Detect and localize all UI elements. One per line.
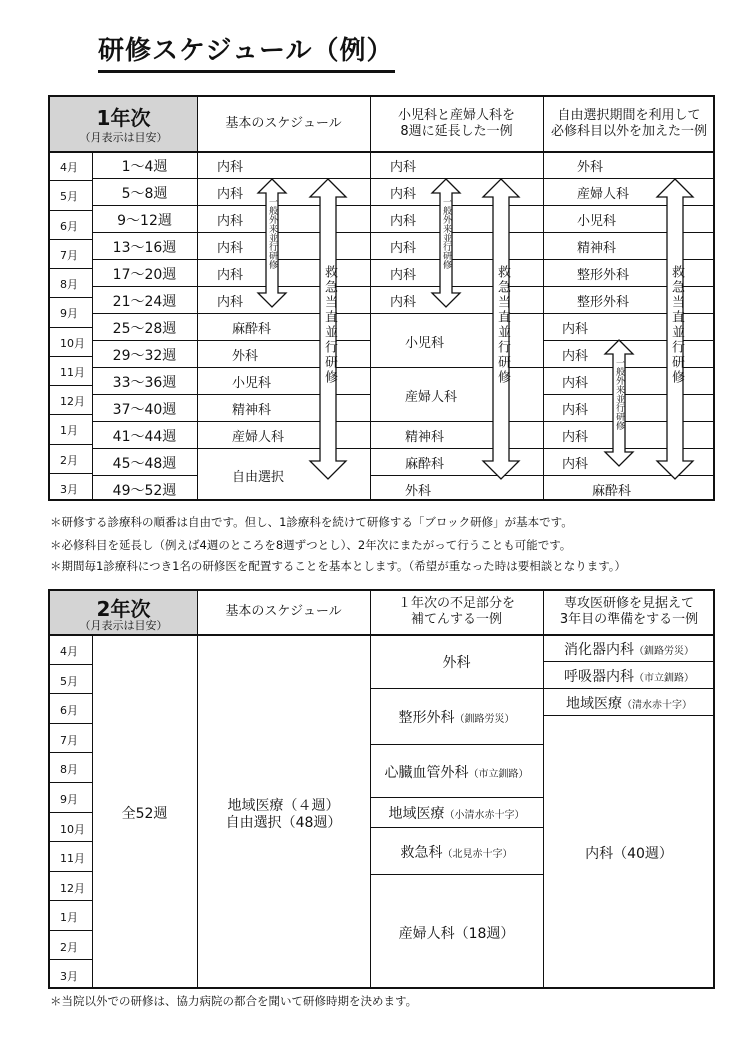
month-row-divider bbox=[50, 900, 92, 901]
month-label: 6月 bbox=[60, 704, 78, 717]
note-line-3: ＊期間毎1診療科につき1名の研修医を配置することを基本とします。（希望が重なった時は要相談となります。） bbox=[50, 559, 627, 573]
month-label: 2月 bbox=[60, 454, 78, 467]
month-label: 11月 bbox=[60, 366, 85, 379]
month-label: 7月 bbox=[60, 734, 78, 747]
year1-col-ext-b: 8週に延長した一例 bbox=[400, 124, 513, 139]
month-row-divider bbox=[50, 959, 92, 960]
month-label: 5月 bbox=[60, 675, 78, 688]
year1-ext-emergency-label: 救急当直並行研修 bbox=[495, 265, 510, 385]
free-dept: 内科 bbox=[562, 457, 589, 472]
prep-row-divider bbox=[543, 661, 715, 662]
year1-free-outpatient-label: 一般外来並行研修 bbox=[614, 358, 624, 430]
month-label: 1月 bbox=[60, 911, 78, 924]
month-row-divider bbox=[50, 871, 92, 872]
month-row-divider bbox=[50, 723, 92, 724]
basic-dept: 内科 bbox=[217, 268, 244, 283]
fill-dept bbox=[370, 762, 543, 782]
fill-dept-hospital: （北見赤十字） bbox=[442, 849, 513, 860]
week-range: 1〜4週 bbox=[121, 159, 168, 175]
basic-dept: 内科 bbox=[217, 241, 244, 256]
week-range: 5〜8週 bbox=[121, 186, 168, 202]
free-dept: 小児科 bbox=[577, 214, 617, 229]
month-label: 4月 bbox=[60, 161, 78, 174]
ext-dept: 精神科 bbox=[405, 430, 445, 445]
month-label: 12月 bbox=[60, 882, 85, 895]
month-label: 1月 bbox=[60, 424, 78, 437]
fill-dept bbox=[370, 842, 543, 862]
basic-dept: 内科 bbox=[217, 214, 244, 229]
year1-basic-outpatient-label: 一般外来並行研修 bbox=[267, 197, 277, 269]
month-label: 4月 bbox=[60, 645, 78, 658]
ext-dept: 内科 bbox=[390, 268, 417, 283]
year1-label: 1年次 bbox=[96, 106, 151, 130]
prep-row-divider bbox=[543, 688, 715, 689]
prep-dept-hospital: （清水赤十字） bbox=[622, 700, 692, 711]
prep-dept-name: 消化器内科 bbox=[564, 642, 634, 658]
year1-col-free-a: 自由選択期間を利用して bbox=[557, 108, 701, 123]
free-dept: 内科 bbox=[562, 376, 589, 391]
prep-dept-name: 地域医療 bbox=[566, 696, 622, 712]
fill-dept-name: 産婦人科（18週） bbox=[398, 926, 515, 942]
prep-dept-hospital: （市立釧路） bbox=[634, 673, 694, 684]
basic-dept: 小児科 bbox=[232, 376, 272, 391]
ext-dept: 内科 bbox=[390, 214, 417, 229]
basic-dept: 自由選択 bbox=[232, 470, 285, 485]
fill-dept-name: 整形外科 bbox=[398, 710, 455, 726]
month-row-divider bbox=[50, 782, 92, 783]
month-label: 7月 bbox=[60, 249, 78, 262]
year2-label: 2年次 bbox=[96, 597, 151, 621]
year1-month-note: （月表示は目安） bbox=[79, 131, 168, 144]
month-label: 3月 bbox=[60, 970, 78, 983]
ext-dept: 麻酔科 bbox=[405, 457, 445, 472]
fill-dept-name: 心臓血管外科 bbox=[384, 765, 469, 781]
year2-col-fill-a: １年次の不足部分を bbox=[397, 596, 515, 611]
fill-row-divider bbox=[370, 797, 543, 798]
month-label: 9月 bbox=[60, 307, 78, 320]
year2-col-prep-b: 3年目の準備をする一例 bbox=[559, 612, 699, 627]
free-dept: 麻酔科 bbox=[592, 484, 632, 499]
month-label: 12月 bbox=[60, 395, 85, 408]
basic-dept: 外科 bbox=[232, 349, 259, 364]
week-range: 17〜20週 bbox=[112, 267, 177, 283]
week-range: 21〜24週 bbox=[112, 294, 177, 310]
basic-dept: 内科 bbox=[217, 295, 244, 310]
year1-free-emergency-label: 救急当直並行研修 bbox=[669, 265, 684, 385]
prep-dept bbox=[543, 666, 715, 686]
year1-table bbox=[48, 95, 715, 501]
fill-row-divider bbox=[370, 827, 543, 828]
fill-dept-hospital: （釧路労災） bbox=[454, 714, 515, 725]
ext-dept: 内科 bbox=[390, 295, 417, 310]
free-dept: 産婦人科 bbox=[577, 187, 630, 202]
year2-basic-line2: 自由選択（48週） bbox=[225, 815, 342, 831]
month-row-divider bbox=[50, 664, 92, 665]
fill-dept bbox=[370, 707, 543, 727]
ext-dept: 内科 bbox=[390, 241, 417, 256]
basic-dept: 産婦人科 bbox=[232, 430, 285, 445]
month-label: 10月 bbox=[60, 823, 85, 836]
year1-ext-outpatient-label: 一般外来並行研修 bbox=[441, 197, 451, 269]
note-line-2: ＊必修科目を延長し（例えば4週のところを8週ずつとし）、2年次にまたがって行うことも可能です。 bbox=[50, 538, 572, 552]
month-label: 8月 bbox=[60, 763, 78, 776]
fill-dept bbox=[370, 923, 543, 943]
year1-col-free-b: 必修科目以外を加えた一例 bbox=[550, 124, 707, 139]
month-row-divider bbox=[50, 752, 92, 753]
free-dept: 内科 bbox=[562, 322, 589, 337]
week-range: 49〜52週 bbox=[112, 483, 177, 499]
year2-basic-line1: 地域医療（４週） bbox=[227, 798, 340, 814]
fill-row-divider bbox=[370, 874, 543, 875]
month-label: 9月 bbox=[60, 793, 78, 806]
week-range: 41〜44週 bbox=[112, 429, 177, 445]
note-year2: ＊当院以外での研修は、協力病院の都合を聞いて研修時期を決めます。 bbox=[50, 994, 418, 1008]
week-range: 25〜28週 bbox=[112, 321, 177, 337]
year2-col-prep-a: 専攻医研修を見据えて bbox=[563, 596, 694, 611]
free-dept: 整形外科 bbox=[577, 295, 630, 310]
free-dept: 内科 bbox=[562, 430, 589, 445]
ext-dept: 内科 bbox=[390, 160, 417, 175]
fill-dept-name: 地域医療 bbox=[388, 806, 445, 822]
ext-dept: 内科 bbox=[390, 187, 417, 202]
note-line-1: ＊研修する診療科の順番は自由です。但し、1診療科を続けて研修する「ブロック研修」が基本です。 bbox=[50, 515, 573, 529]
fill-row-divider bbox=[370, 688, 543, 689]
month-label: 3月 bbox=[60, 483, 78, 496]
week-range: 37〜40週 bbox=[112, 402, 177, 418]
year1-arrows bbox=[50, 97, 717, 503]
week-range: 13〜16週 bbox=[112, 240, 177, 256]
month-label: 11月 bbox=[60, 852, 85, 865]
fill-dept-name: 救急科 bbox=[400, 845, 443, 861]
prep-dept bbox=[543, 693, 715, 713]
year2-month-note: （月表示は目安） bbox=[79, 619, 168, 632]
month-label: 5月 bbox=[60, 190, 78, 203]
year1-col-basic: 基本のスケジュール bbox=[225, 116, 342, 131]
year1-basic-emergency-label: 救急当直並行研修 bbox=[322, 265, 337, 385]
basic-dept: 内科 bbox=[217, 187, 244, 202]
prep-dept bbox=[543, 843, 715, 863]
prep-row-divider bbox=[543, 715, 715, 716]
month-label: 6月 bbox=[60, 220, 78, 233]
fill-dept-hospital: （小清水赤十字） bbox=[444, 810, 525, 821]
fill-row-divider bbox=[370, 744, 543, 745]
basic-dept: 内科 bbox=[217, 160, 244, 175]
free-dept: 外科 bbox=[577, 160, 604, 175]
page-title: 研修スケジュール（例） bbox=[98, 34, 395, 73]
year1-col-ext-a: 小児科と産婦人科を bbox=[397, 108, 515, 123]
ext-dept: 産婦人科 bbox=[405, 389, 458, 405]
month-row-divider bbox=[50, 693, 92, 694]
month-row-divider bbox=[50, 930, 92, 931]
basic-dept: 精神科 bbox=[232, 403, 272, 418]
prep-dept-name: 呼吸器内科 bbox=[564, 669, 634, 685]
ext-dept: 小児科 bbox=[405, 335, 445, 351]
week-range: 33〜36週 bbox=[112, 375, 177, 391]
year2-table bbox=[48, 589, 715, 989]
free-dept: 整形外科 bbox=[577, 268, 630, 283]
fill-dept bbox=[370, 803, 543, 823]
basic-dept: 麻酔科 bbox=[232, 322, 272, 337]
year2-col-fill-b: 補てんする一例 bbox=[410, 612, 502, 627]
week-range: 29〜32週 bbox=[112, 348, 177, 364]
ext-dept: 外科 bbox=[405, 484, 432, 499]
free-dept: 精神科 bbox=[577, 241, 617, 256]
free-dept: 内科 bbox=[562, 349, 589, 364]
month-label: 2月 bbox=[60, 941, 78, 954]
year2-weeks-total: 全52週 bbox=[121, 806, 168, 822]
prep-dept-name: 内科（40週） bbox=[585, 846, 673, 862]
month-row-divider bbox=[50, 841, 92, 842]
fill-dept-name: 外科 bbox=[442, 655, 471, 671]
month-label: 8月 bbox=[60, 278, 78, 291]
fill-dept bbox=[370, 652, 543, 672]
year2-col-basic: 基本のスケジュール bbox=[225, 604, 342, 619]
prep-dept-hospital: （釧路労災） bbox=[634, 646, 694, 657]
fill-dept-hospital: （市立釧路） bbox=[468, 769, 529, 780]
week-range: 45〜48週 bbox=[112, 456, 177, 472]
month-row-divider bbox=[50, 812, 92, 813]
week-range: 9〜12週 bbox=[117, 213, 172, 229]
prep-dept bbox=[543, 639, 715, 659]
free-dept: 内科 bbox=[562, 403, 589, 418]
month-label: 10月 bbox=[60, 337, 85, 350]
